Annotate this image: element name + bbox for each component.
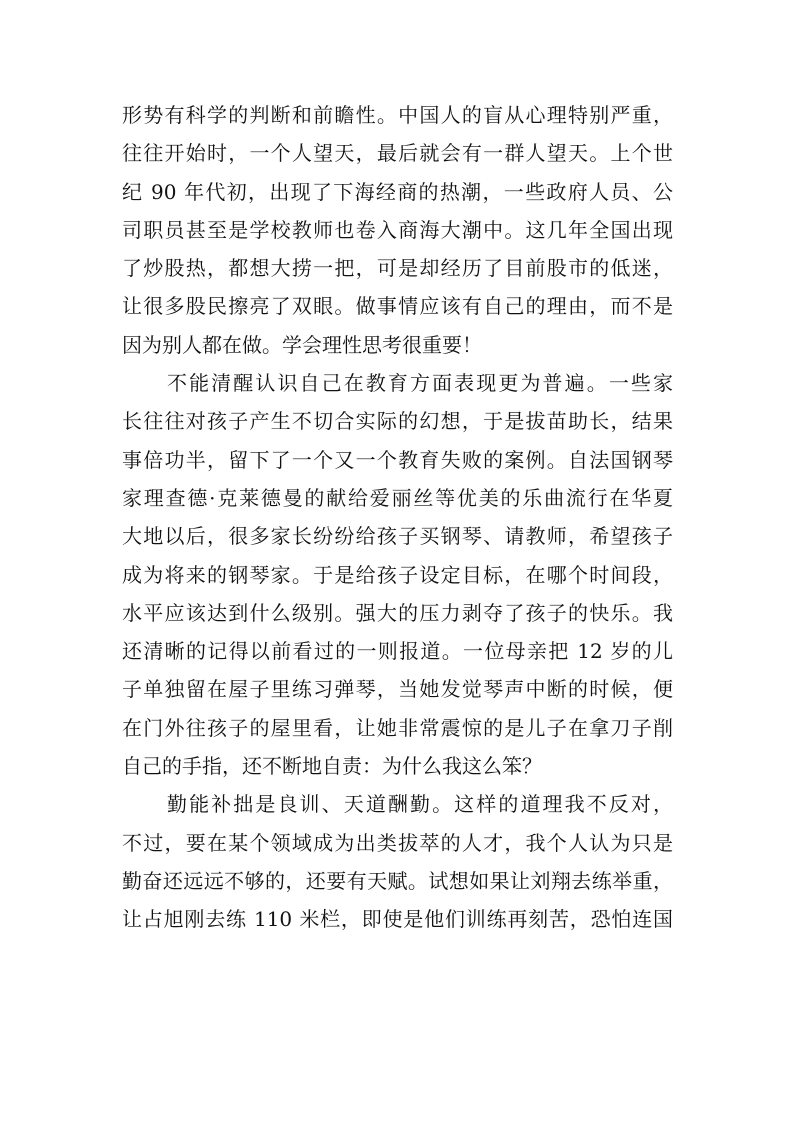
text-line: 因为别人都在做。学会理性思考很重要！ (122, 332, 482, 357)
text-line: 成为将来的钢琴家。于是给孩子设定目标，在哪个时间段， (122, 562, 673, 587)
text-line: 还清晰的记得以前看过的一则报道。一位母亲把 12 岁的儿 (122, 639, 673, 664)
text-line: 水平应该达到什么级别。强大的压力剥夺了孩子的快乐。我 (122, 600, 673, 625)
text-line: 子单独留在屋子里练习弹琴，当她发觉琴声中断的时候，便 (122, 677, 673, 702)
text-line: 了炒股热，都想大捞一把，可是却经历了目前股市的低迷， (122, 256, 673, 281)
text-line: 家理查德·克莱德曼的献给爱丽丝等优美的乐曲流行在华夏 (122, 485, 673, 510)
document-body (122, 96, 673, 939)
text-line: 形势有科学的判断和前瞻性。中国人的盲从心理特别严重， (122, 103, 673, 127)
text-line: 让占旭刚去练 110 米栏，即使是他们训练再刻苦，恐怕连国 (122, 907, 673, 932)
text-line: 大地以后，很多家长纷纷给孩子买钢琴、请教师，希望孩子 (122, 524, 673, 549)
paragraph-first-line: 勤能补拙是良训、天道酬勤。这样的道理我不反对， (167, 792, 673, 817)
text-line: 事倍功半，留下了一个又一个教育失败的案例。自法国钢琴 (122, 447, 673, 472)
paragraph-first-line: 不能清醒认识自己在教育方面表现更为普遍。一些家 (167, 371, 673, 396)
text-line: 往往开始时，一个人望天，最后就会有一群人望天。上个世 (122, 141, 673, 166)
text-line: 长往往对孩子产生不切合实际的幻想，于是拔苗助长，结果 (122, 409, 673, 434)
text-line: 在门外往孩子的屋里看，让她非常震惊的是儿子在拿刀子削 (122, 715, 673, 740)
text-line: 司职员甚至是学校教师也卷入商海大潮中。这几年全国出现 (122, 217, 673, 242)
text-line: 勤奋还远远不够的，还要有天赋。试想如果让刘翔去练举重， (122, 868, 673, 893)
text-line: 纪 90 年代初，出现了下海经商的热潮，一些政府人员、公 (122, 179, 673, 204)
text-line: 让很多股民擦亮了双眼。做事情应该有自己的理由，而不是 (122, 294, 673, 319)
text-line: 不过，要在某个领域成为出类拔萃的人才，我个人认为只是 (122, 830, 673, 855)
text-line: 自己的手指，还不断地自责：为什么我这么笨？ (122, 754, 542, 779)
